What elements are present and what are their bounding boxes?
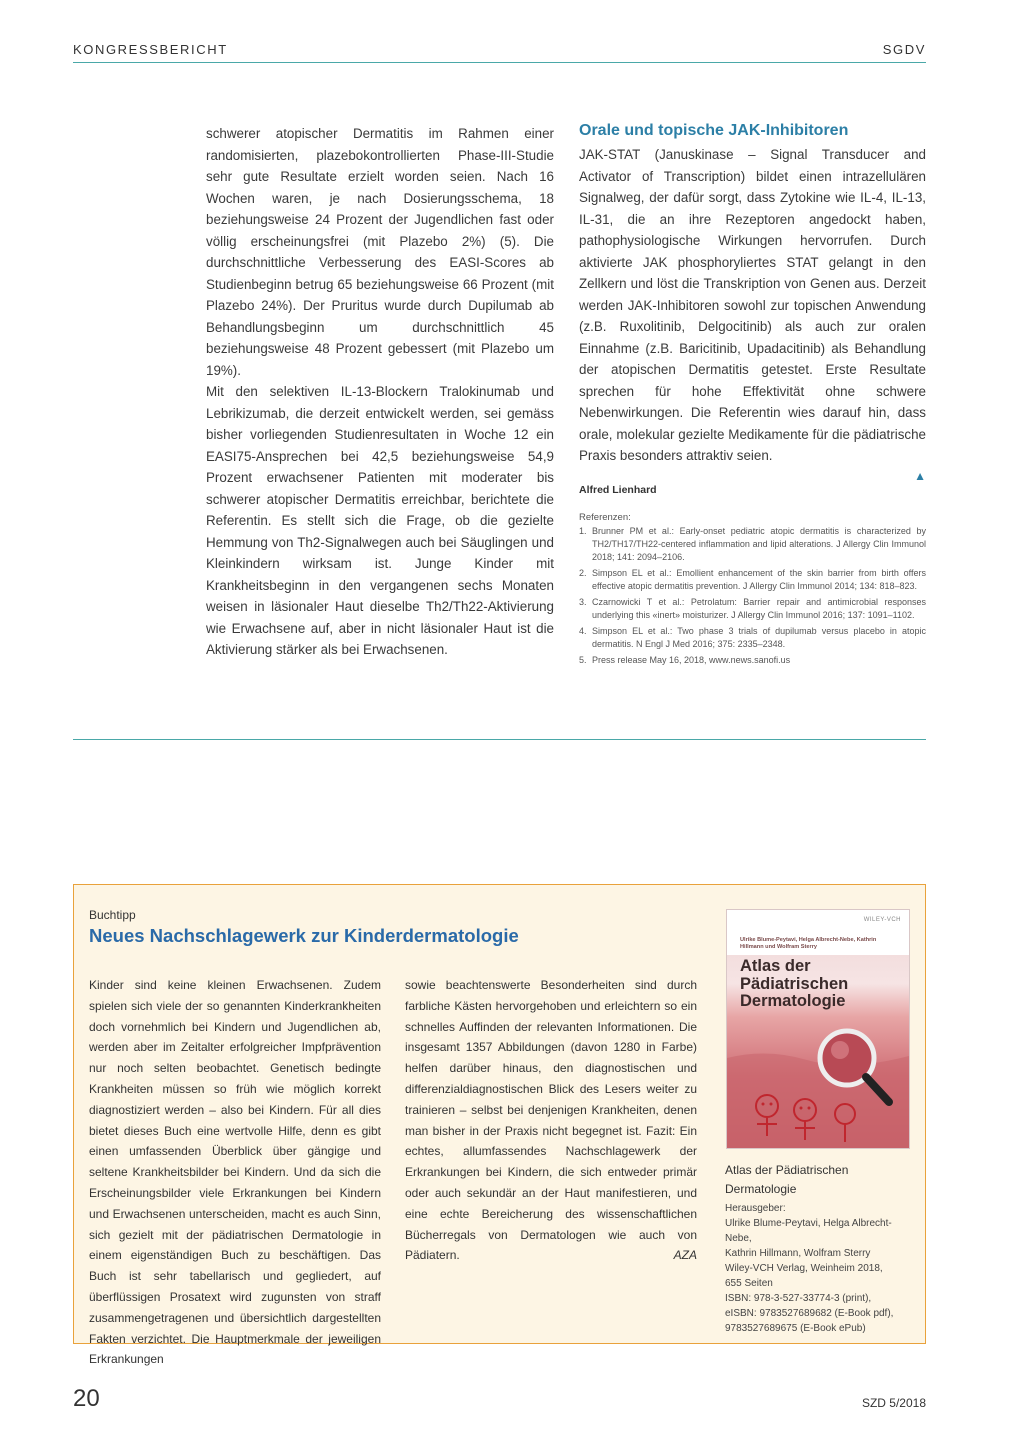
book-info	[725, 1161, 915, 1336]
paragraph: Kinder sind keine kleinen Erwachsenen. Zudem spielen sich viele der so genannten Kinderkrankheiten doch vornehmlich bei Kindern und Jugendlichen ab, werden aber im Zeitalter erfolgreicher Impfprävention nur noch selten beobachtet. Genetisch bedingte Krankheiten müssen so früh wie möglich korrekt diagnostiziert werden – also bei Kindern. Für all dies bietet dieses Buch eine wertvolle Hilfe, denn es gibt einen umfassenden Überblick über gängige und seltene Krankheitsbilder bei Kindern. Und da sich die Erscheinungsbilder viele Erkrankungen bei Kindern und Erwachsenen unterscheiden, macht es auch Sinn, sich gezielt mit der pädiatrischen Dermatologie in einem eigenständigen Buch zu beschäftigen. Das Buch ist sehr tabellarisch und gegliedert, auf überflüssigen Prosatext wird zugunsten von straff zusammengetragenen und übersichtlich dargestellten Fakten verzichtet. Die Hauptmerkmale der jeweiligen Erkrankungen	[89, 978, 381, 1367]
reference-number: 1.	[579, 526, 587, 536]
book-meta-line: 655 Seiten	[725, 1278, 773, 1289]
paragraph: Mit den selektiven IL-13-Blockern Tralokinumab und Lebrikizumab, die derzeit entwickelt werden, sei gemäss bisher vorliegenden Studienresultaten in Woche 12 ein EASI75-Ansprechen bei 42,5 beziehungsweise 54,9 Prozent erwachsener Patienten mit moderater bis schwerer atopischer Dermatitis erreichbar, berichtete die Referentin. Es stellt sich die Frage, ob die gezielte Hemmung von Th2-Signalwegen auch bei Säuglingen und Kleinkindern wirksam ist. Junge Kinder mit Krankheitsbeginn in den vergangenen sechs Monaten weisen in läsionaler Haut dieselbe Th2/Th22-Aktivierung wie Erwachsene auf, aber in nicht läsionaler Haut ist die Aktivierung stärker als bei Erwachsenen.	[206, 384, 554, 657]
reference-text: Brunner PM et al.: Early-onset pediatric atopic dermatitis is characterized by TH2/TH17/TH22-centered inflammation and lipid alterations. J Allergy Clin Immunol 2018; 141: 2094–2106.	[592, 526, 926, 562]
book-meta-line: ISBN: 978-3-527-33774-3 (print),	[725, 1293, 872, 1304]
booktip-title: Neues Nachschlagewerk zur Kinderdermatologie	[89, 925, 519, 946]
paragraph: schwerer atopischer Dermatitis im Rahmen einer randomisierten, plazebokontrollierten Phase-III-Studie sehr gute Resultate erzielt worden seien. Nach 16 Wochen waren, je nach Dosierungsschema, 18 beziehungsweise 24 Prozent der Jugendlichen fast oder völlig erscheinungsfrei (mit Plazebo 2%) (5). Die durchschnittliche Verbesserung des EASI-Scores ab Studienbeginn betrug 65 beziehungsweise 66 Prozent (mit Plazebo 24%). Der Pruritus wurde durch Dupilumab ab Behandlungsbeginn um durchschnittlich 45 beziehungsweise 48 Prozent gebessert (mit Plazebo um 19%).	[206, 126, 554, 378]
book-cover-image	[726, 909, 910, 1149]
reference-list	[579, 525, 926, 670]
running-header-section: KONGRESSBERICHT	[73, 42, 228, 57]
reference-text: Simpson EL et al.: Emollient enhancement of the skin barrier from birth offers effective atopic dermatitis prevention. J Allergy Clin Immunol 2014; 134: 818–823.	[592, 568, 926, 591]
author-name: Alfred Lienhard	[579, 484, 657, 496]
cover-publisher-logo: WILEY-VCH	[863, 917, 901, 923]
section-divider	[73, 739, 926, 740]
book-title: Atlas der Pädiatrischen Dermatologie	[725, 1163, 849, 1196]
review-text: sowie beachtenswerte Besonderheiten sind durch farbliche Kästen hervorgehoben und erleichtern so ein schnelles Auffinden der relevanten Informationen. Die insgesamt 1357 Abbildungen (davon 1280 in Farbe) helfen darüber hinaus, den diagnostischen und differenzialdiagnostischen Blick des Lesers weiter zu trainieren – selbst bei denjenigen Krankheiten, denen man bisher in der Praxis nicht begegnet ist. Fazit: Ein echtes, allumfassendes Nachschlagewerk der Erkrankungen bei Kindern, die sich entweder primär oder auch sekundär an der Haut manifestieren, und eine echte Bereicherung des wissenschaftlichen Bücherregals von Dermatologen wie auch von Pädiatern.	[405, 978, 697, 1263]
left-text-column	[206, 123, 554, 661]
booktip-kicker: Buchtipp	[89, 908, 136, 922]
section-body: JAK-STAT (Januskinase – Signal Transducer and Activator of Transcription) bildet einen intrazellulären Signalweg, der dafür sorgt, dass Zytokine wie IL-4, IL-13, IL-31, die an ihre Rezeptoren angedockt haben, pathophysiologische Wirkungen hervorrufen. Durch aktivierte JAK phosphoryliertes STAT gelangt in den Zellkern und löst die Transkription von Genen aus. Derzeit werden JAK-Inhibitoren sowohl zur topischen Anwendung (z.B. Ruxolitinib, Delgocitinib) als auch zur oralen Einnahme (z.B. Baricitinib, Upadacitinib) als Behandlung der atopischen Dermatitis getestet. Erste Resultate sprechen für hohe Effektivität ohne schwere Nebenwirkungen. Die Referentin wies darauf hin, dass orale, molekular gezielte Medikamente für die pädiatrische Praxis besonders attraktiv seien.	[579, 147, 926, 463]
book-meta-line: eISBN: 9783527689682 (E-Book pdf),	[725, 1308, 894, 1319]
reference-item	[579, 596, 926, 622]
end-of-article-marker: ▲	[914, 469, 926, 483]
reference-item	[579, 654, 926, 667]
cover-title: Atlas der Pädiatrischen Dermatologie	[740, 957, 849, 1010]
reference-item	[579, 625, 926, 651]
right-text-column	[579, 120, 926, 665]
reference-text: Czarnowicki T et al.: Petrolatum: Barrier repair and antimicrobial responses underlying this «inert» moisturizer. J Allergy Clin Immunol 2016; 137: 1091–1102.	[592, 597, 926, 620]
booktip-column-1	[89, 975, 381, 1370]
reference-number: 2.	[579, 568, 587, 578]
book-meta-line: Herausgeber:	[725, 1203, 786, 1214]
book-meta-line: Kathrin Hillmann, Wolfram Sterry	[725, 1248, 871, 1259]
issue-label: SZD 5/2018	[861, 1396, 926, 1410]
reference-number: 5.	[579, 655, 587, 665]
reference-item	[579, 525, 926, 564]
magnifier-illustration	[727, 1018, 909, 1148]
running-header-society: SGDV	[882, 42, 926, 57]
reference-number: 4.	[579, 626, 587, 636]
booktip-column-2	[405, 975, 697, 1266]
reference-item	[579, 567, 926, 593]
cover-authors: Ulrike Blume-Peytavi, Helga Albrecht-Nebe, Kathrin Hillmann und Wolfram Sterry	[740, 937, 877, 950]
book-meta-line: Ulrike Blume-Peytavi, Helga Albrecht-Nebe,	[725, 1218, 892, 1244]
reviewer-signature: AZA	[673, 1248, 697, 1263]
references-label: Referenzen:	[579, 512, 631, 523]
page-number: 20	[73, 1385, 100, 1412]
paragraph	[405, 975, 697, 1266]
reference-number: 3.	[579, 597, 587, 607]
reference-text: Simpson EL et al.: Two phase 3 trials of dupilumab versus placebo in atopic dermatitis. N Engl J Med 2016; 375: 2335–2348.	[592, 626, 926, 649]
booktip-box	[73, 884, 926, 1367]
book-meta-line: Wiley-VCH Verlag, Weinheim 2018,	[725, 1263, 883, 1274]
section-heading: Orale und topische JAK-Inhibitoren	[579, 122, 849, 139]
header-rule	[73, 62, 926, 63]
book-meta-line: 9783527689675 (E-Book ePub)	[725, 1323, 866, 1334]
reference-text: Press release May 16, 2018, www.news.sanofi.us	[592, 655, 791, 665]
book-meta	[725, 1201, 915, 1336]
